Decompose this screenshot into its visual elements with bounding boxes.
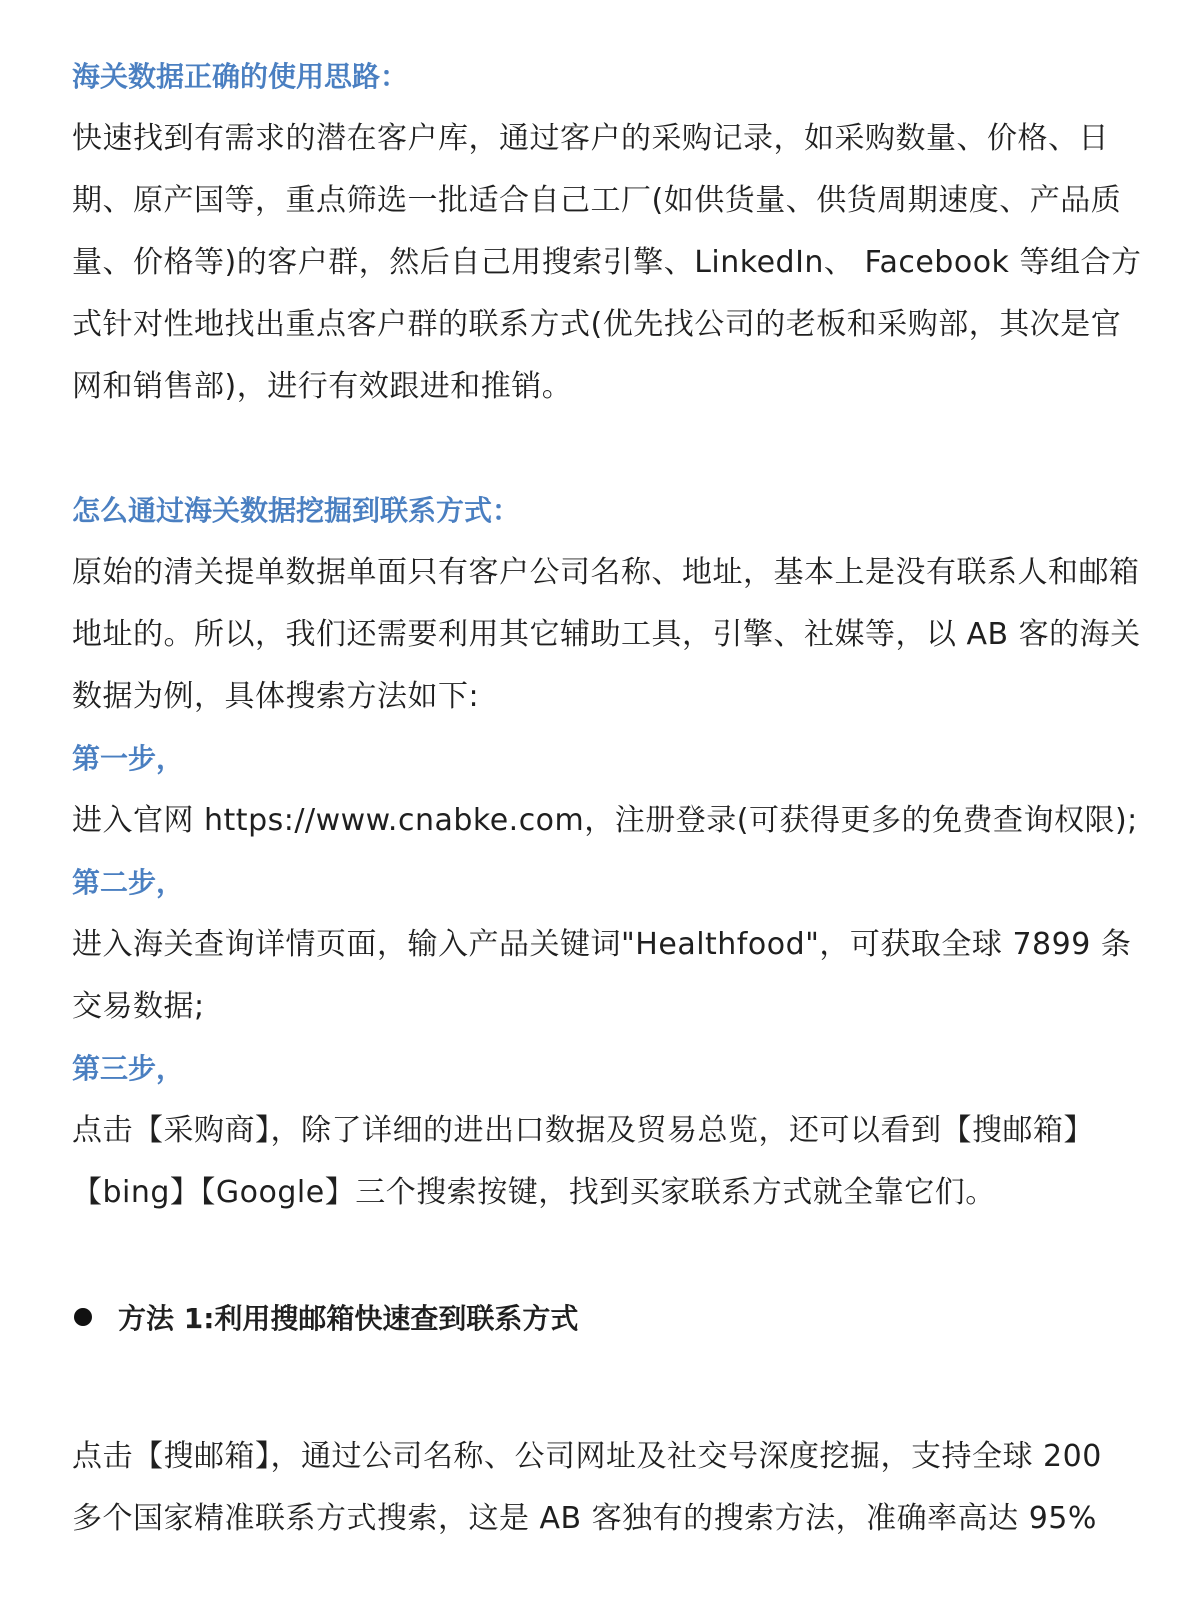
bullet-dot-icon (74, 1308, 92, 1326)
step-1-text: 进入官网 https://www.cnabke.com，注册登录(可获得更多的免费查询权限); (72, 803, 1138, 838)
step-3-label: 第三步， (72, 1052, 185, 1085)
section-body-mining: 原始的清关提单数据单面只有客户公司名称、地址，基本上是没有联系人和邮箱地址的。所以，我们还需要利用其它辅助工具，引擎、社媒等，以 AB 客的海关数据为例，具体搜索方法如下: (72, 555, 1141, 714)
section-heading-mining: 怎么通过海关数据挖掘到联系方式： (72, 494, 521, 527)
spacer (72, 1224, 1142, 1286)
method-1-body: 点击【搜邮箱】，通过公司名称、公司网址及社交号深度挖掘，支持全球 200 多个国家精准联系方式搜索，这是 AB 客独有的搜索方法，准确率高达 95% (72, 1439, 1102, 1536)
method-1-bullet (72, 1286, 1142, 1348)
section-body-usage: 快速找到有需求的潜在客户库，通过客户的采购记录，如采购数量、价格、日期、原产国等，重点筛选一批适合自己工厂(如供货量、供货周期速度、产品质量、价格等)的客户群，然后自己用搜索引擎、LinkedIn、 Facebook 等组合方式针对性地找出重点客户群的联系方式(优先找公司的老板和采购部，其次是官网和销售部)，进行有效跟进和推销。 (72, 121, 1142, 404)
step-2-text: 进入海关查询详情页面，输入产品关键词"Healthfood"，可获取全球 7899 条交易数据; (72, 927, 1132, 1024)
step-1-label: 第一步， (72, 742, 185, 775)
spacer (72, 1348, 1142, 1426)
article (72, 46, 1142, 1550)
step-2-label: 第二步， (72, 866, 185, 899)
section-heading-usage: 海关数据正确的使用思路： (72, 60, 409, 93)
step-3-text: 点击【采购商】，除了详细的进出口数据及贸易总览，还可以看到【搜邮箱】【bing】【Google】三个搜索按键，找到买家联系方式就全靠它们。 (72, 1113, 1094, 1210)
spacer (72, 418, 1142, 480)
method-1-title: 方法 1:利用搜邮箱快速查到联系方式 (118, 1302, 579, 1335)
